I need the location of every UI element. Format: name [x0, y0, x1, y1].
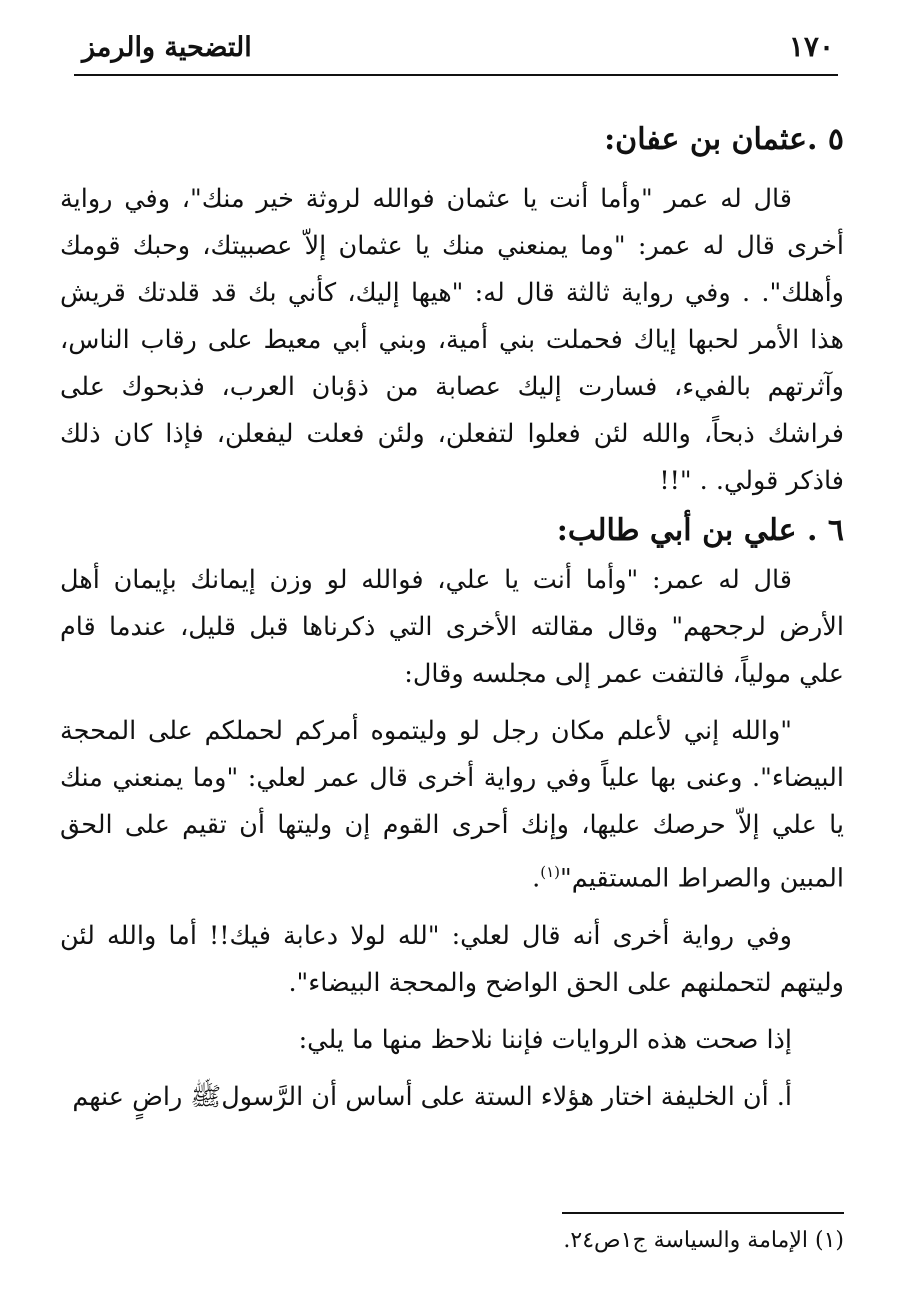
paragraph-ali-3: وفي رواية أخرى أنه قال لعلي: "لله لولا دعابة فيك!! أما والله لئن وليتهم لتحملنهم على الحق الواضح والمحجة البيضاء". — [60, 920, 844, 998]
paragraph-ali-1: قال له عمر: "وأما أنت يا علي، فوالله لو وزن إيمانك بإيمان أهل الأرض لرجحهم" وقال مقالته الأخرى التي ذكرناها قبل قليل، عندما قام علي مولياً، فالتفت عمر إلى مجلسه وقال: — [60, 565, 844, 689]
footnote-divider — [562, 1212, 844, 1214]
footnote: (١) الإمامة والسياسة ج١ص٢٤. — [563, 1228, 844, 1253]
paragraph-ali-2-text: "والله إني لأعلم مكان رجل لو وليتموه أمركم لحملكم على المحجة البيضاء". وعنى بها علياً وفي رواية أخرى قال عمر لعلي: "وما يمنعني منك يا علي إلاّ حرصك عليها، وإنك أحرى القوم إن وليتها أن تقيم على الحق المبين والصراط المستقيم" — [60, 716, 844, 894]
list-item-a: أ. أن الخليفة اختار هؤلاء الستة على أساس أن الرَّسولﷺ راضٍ عنهم — [72, 1081, 792, 1112]
section-heading-ali: ٦ . علي بن أبي طالب: — [556, 513, 844, 548]
page-header — [74, 26, 838, 76]
footnote-marker: (١) — [540, 863, 561, 881]
paragraph-uthman: قال له عمر "وأما أنت يا عثمان فوالله لروثة خير منك"، وفي رواية أخرى قال له عمر: "وما يمنعني منك يا عثمان إلاّ عصبيتك، وحبك قومك وأهلك". . وفي رواية ثالثة قال له: "هيها إليك، كأني بك قد قلدتك قريش هذا الأمر لحبها إياك فحملت بني أمية، وبني أبي معيط على رقاب الناس، وآثرتهم بالفيء، فسارت إليك عصابة من ذؤبان العرب، فذبحوك على فراشك ذبحاً، والله لئن فعلوا لتفعلن، ولئن فعلت ليفعلن، فإذا كان ذلك فاذكر قولي. . "!! — [60, 184, 845, 496]
paragraph-ali-2 — [60, 708, 844, 903]
paragraph-ali-4: إذا صحت هذه الروايات فإننا نلاحظ منها ما يلي: — [298, 1024, 792, 1055]
page-number: ١٧٠ — [788, 30, 834, 63]
running-title: التضحية والرمز — [82, 32, 252, 63]
paragraph-ali-2-end: . — [532, 863, 541, 894]
section-heading-uthman: ٥ .عثمان بن عفان: — [604, 122, 844, 157]
page-body — [60, 114, 844, 1121]
